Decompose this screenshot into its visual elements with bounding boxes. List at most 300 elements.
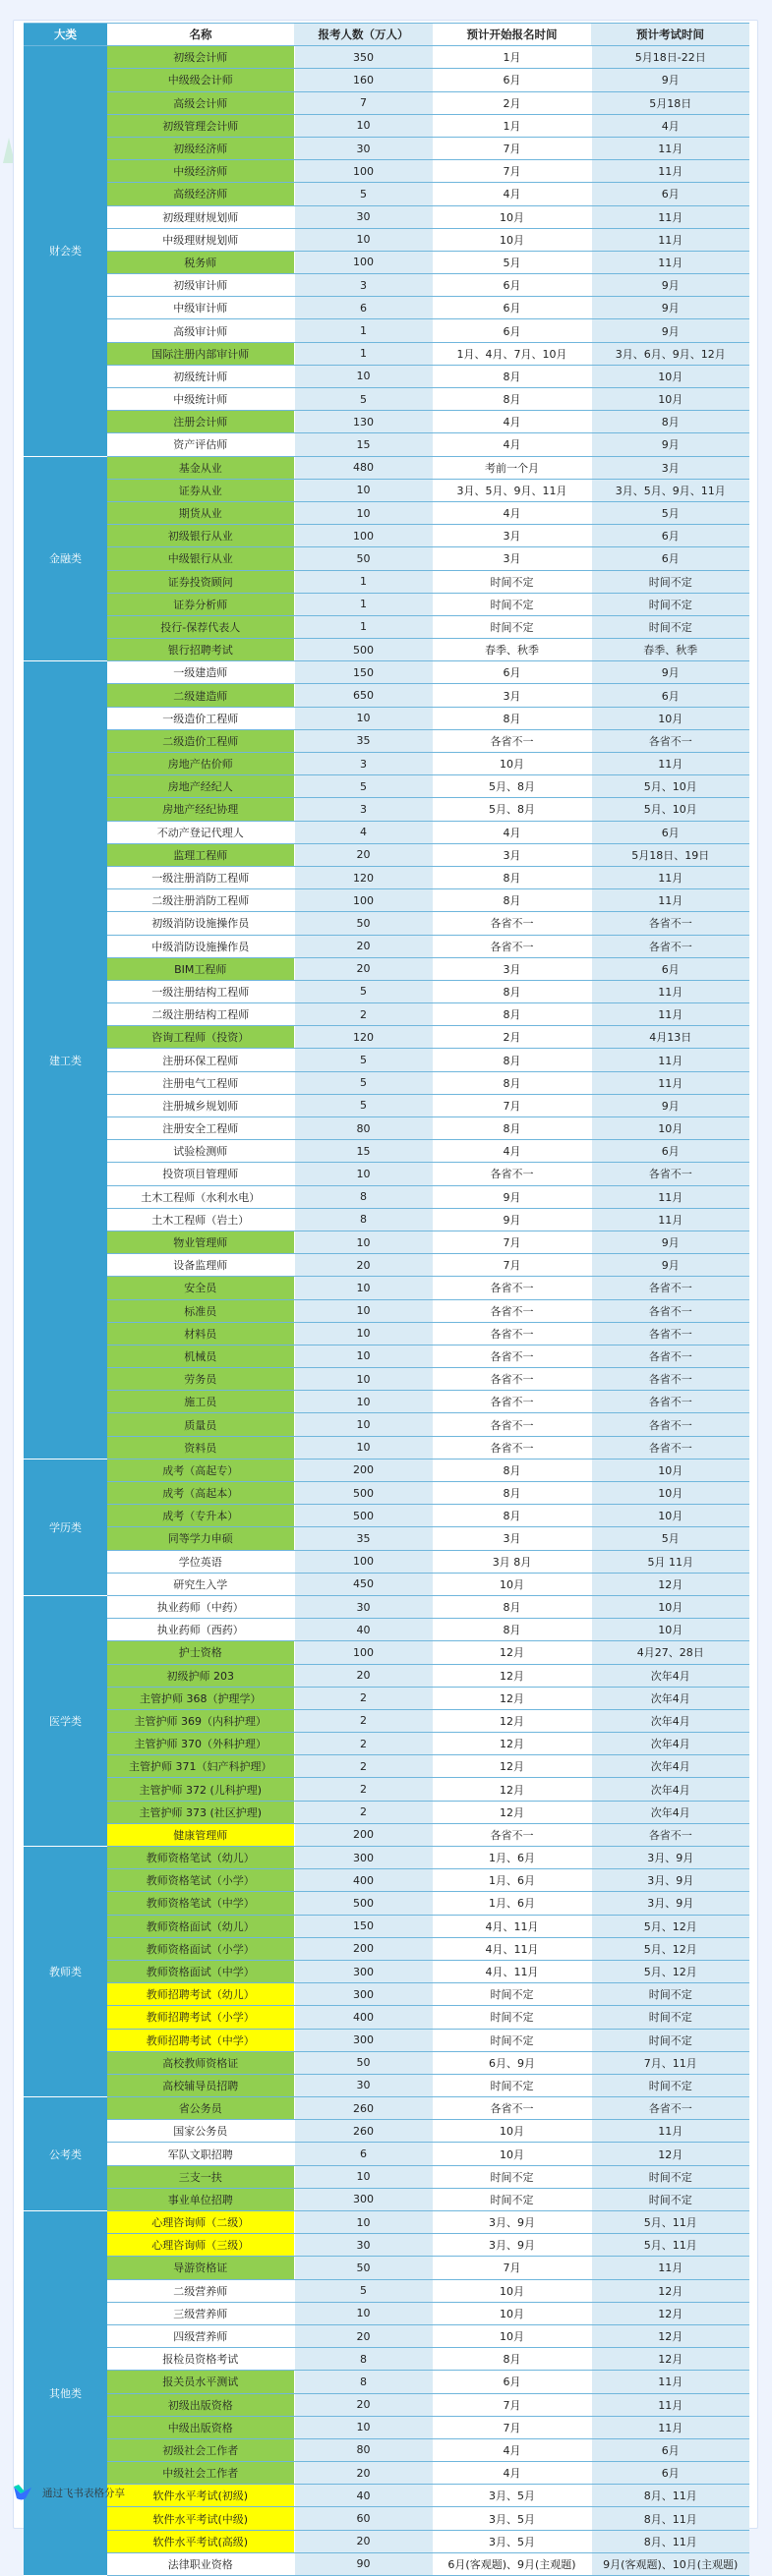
exam-time-cell: 10月 [591, 1505, 749, 1527]
name-cell: 高校教师资格证 [107, 2051, 294, 2074]
name-cell: 一级建造师 [107, 661, 294, 684]
count-cell: 20 [294, 1254, 433, 1277]
count-cell: 20 [294, 2462, 433, 2485]
table-row [24, 1664, 749, 1687]
name-cell: 军队文职招聘 [107, 2143, 294, 2165]
table-row [24, 1595, 749, 1618]
apply-time-cell: 时间不定 [433, 2188, 591, 2210]
count-cell: 10 [294, 1277, 433, 1299]
apply-time-cell: 6月 [433, 319, 591, 342]
apply-time-cell: 12月 [433, 1801, 591, 1823]
table-row [24, 205, 749, 228]
count-cell: 2 [294, 1687, 433, 1709]
count-cell: 400 [294, 2006, 433, 2029]
table-row [24, 2438, 749, 2461]
exam-time-cell: 4月 [591, 114, 749, 137]
name-cell: 土木工程师（水利水电） [107, 1185, 294, 1208]
name-cell: 初级经济师 [107, 137, 294, 159]
name-cell: 注册电气工程师 [107, 1071, 294, 1094]
table-row [24, 2234, 749, 2257]
name-cell: 护士资格 [107, 1641, 294, 1664]
apply-time-cell: 9月 [433, 1208, 591, 1231]
name-cell: 房地产经纪人 [107, 775, 294, 798]
exam-time-cell: 11月 [591, 1185, 749, 1208]
name-cell: BIM工程师 [107, 957, 294, 980]
name-cell: 教师资格笔试（中学） [107, 1892, 294, 1915]
table-row [24, 2416, 749, 2438]
apply-time-cell: 1月 [433, 46, 591, 69]
table-row [24, 570, 749, 593]
count-cell: 10 [294, 228, 433, 251]
count-cell: 30 [294, 1595, 433, 1618]
apply-time-cell: 时间不定 [433, 615, 591, 638]
count-cell: 200 [294, 1823, 433, 1846]
table-row [24, 297, 749, 319]
table-row [24, 114, 749, 137]
exam-time-cell: 时间不定 [591, 2188, 749, 2210]
exam-time-cell: 5月18日 [591, 91, 749, 114]
name-cell: 机械员 [107, 1345, 294, 1367]
name-cell: 教师资格面试（小学） [107, 1937, 294, 1960]
name-cell: 主管护师 373 (社区护理) [107, 1801, 294, 1823]
table-row [24, 1960, 749, 1982]
name-cell: 软件水平考试(高级) [107, 2530, 294, 2552]
count-cell: 30 [294, 2234, 433, 2257]
exam-time-cell: 5月、12月 [591, 1960, 749, 1982]
exam-time-cell: 6月 [591, 684, 749, 707]
name-cell: 银行招聘考试 [107, 639, 294, 661]
table-row [24, 2211, 749, 2234]
name-cell: 中级银行从业 [107, 547, 294, 570]
exam-time-cell: 12月 [591, 2302, 749, 2324]
exam-time-cell: 9月 [591, 1254, 749, 1277]
table-row [24, 1277, 749, 1299]
table-row [24, 2097, 749, 2120]
count-cell: 200 [294, 1937, 433, 1960]
name-cell: 税务师 [107, 251, 294, 273]
exam-schedule-table [24, 23, 749, 2576]
name-cell: 软件水平考试(初级) [107, 2485, 294, 2507]
name-cell: 心理咨询师（二级） [107, 2211, 294, 2234]
count-cell: 10 [294, 1322, 433, 1345]
name-cell: 国际注册内部审计师 [107, 342, 294, 365]
count-cell: 10 [294, 501, 433, 524]
exam-time-cell: 9月(客观题)、10月(主观题) [591, 2552, 749, 2575]
apply-time-cell: 4月 [433, 2462, 591, 2485]
apply-time-cell: 7月 [433, 1231, 591, 1253]
exam-time-cell: 11月 [591, 2416, 749, 2438]
name-cell: 报关员水平测试 [107, 2371, 294, 2393]
count-cell: 5 [294, 980, 433, 1002]
exam-time-cell: 10月 [591, 1619, 749, 1641]
apply-time-cell: 春季、秋季 [433, 639, 591, 661]
name-cell: 初级管理会计师 [107, 114, 294, 137]
count-cell: 120 [294, 1026, 433, 1049]
count-cell: 10 [294, 2211, 433, 2234]
name-cell: 成考（专升本） [107, 1505, 294, 1527]
table-row [24, 889, 749, 912]
apply-time-cell: 4月、11月 [433, 1960, 591, 1982]
exam-time-cell: 次年4月 [591, 1664, 749, 1687]
name-cell: 主管护师 372 (儿科护理) [107, 1778, 294, 1801]
exam-time-cell: 5月 [591, 501, 749, 524]
table-row [24, 1071, 749, 1094]
count-cell: 10 [294, 479, 433, 501]
name-cell: 高级审计师 [107, 319, 294, 342]
apply-time-cell: 10月 [433, 2302, 591, 2324]
table-row [24, 935, 749, 957]
exam-time-cell: 11月 [591, 2371, 749, 2393]
exam-time-cell: 11月 [591, 160, 749, 183]
name-cell: 教师资格笔试（小学） [107, 1869, 294, 1892]
table-row [24, 593, 749, 615]
category-cell: 教师类 [24, 1847, 107, 2097]
count-cell: 7 [294, 91, 433, 114]
table-row [24, 433, 749, 456]
apply-time-cell: 8月 [433, 707, 591, 729]
exam-time-cell: 11月 [591, 2120, 749, 2143]
table-row [24, 2485, 749, 2507]
apply-time-cell: 2月 [433, 91, 591, 114]
exam-time-cell: 6月 [591, 821, 749, 843]
table-row [24, 2051, 749, 2074]
table-row [24, 2165, 749, 2188]
name-cell: 国家公务员 [107, 2120, 294, 2143]
name-cell: 一级注册消防工程师 [107, 866, 294, 888]
name-cell: 研究生入学 [107, 1573, 294, 1595]
count-cell: 90 [294, 2552, 433, 2575]
count-cell: 10 [294, 2416, 433, 2438]
name-cell: 主管护师 368（护理学） [107, 1687, 294, 1709]
count-cell: 120 [294, 866, 433, 888]
table-row [24, 1299, 749, 1322]
table-card [13, 20, 758, 2571]
exam-time-cell: 6月 [591, 957, 749, 980]
count-cell: 300 [294, 1847, 433, 1869]
apply-time-cell: 各省不一 [433, 1413, 591, 1436]
table-row [24, 821, 749, 843]
exam-time-cell: 9月 [591, 433, 749, 456]
table-row [24, 46, 749, 69]
name-cell: 初级银行从业 [107, 525, 294, 547]
count-cell: 10 [294, 2165, 433, 2188]
exam-time-cell: 各省不一 [591, 912, 749, 935]
exam-time-cell: 次年4月 [591, 1733, 749, 1755]
count-cell: 2 [294, 1801, 433, 1823]
exam-time-cell: 次年4月 [591, 1778, 749, 1801]
name-cell: 中级级会计师 [107, 69, 294, 91]
apply-time-cell: 8月 [433, 1595, 591, 1618]
exam-time-cell: 5月18日、19日 [591, 843, 749, 866]
table-row [24, 228, 749, 251]
table-row [24, 2302, 749, 2324]
name-cell: 资料员 [107, 1436, 294, 1459]
table-row [24, 1755, 749, 1778]
count-cell: 5 [294, 775, 433, 798]
apply-time-cell: 10月 [433, 2324, 591, 2347]
table-row [24, 137, 749, 159]
exam-time-cell: 各省不一 [591, 2097, 749, 2120]
table-row [24, 1368, 749, 1391]
table-row [24, 1823, 749, 1846]
exam-time-cell: 11月 [591, 1071, 749, 1094]
exam-time-cell: 9月 [591, 661, 749, 684]
apply-time-cell: 各省不一 [433, 935, 591, 957]
exam-time-cell: 8月、11月 [591, 2530, 749, 2552]
apply-time-cell: 1月 [433, 114, 591, 137]
apply-time-cell: 8月 [433, 365, 591, 387]
apply-time-cell: 4月 [433, 501, 591, 524]
count-cell: 450 [294, 1573, 433, 1595]
count-cell: 50 [294, 912, 433, 935]
exam-time-cell: 10月 [591, 1459, 749, 1481]
count-cell: 8 [294, 1208, 433, 1231]
apply-time-cell: 6月(客观题)、9月(主观题) [433, 2552, 591, 2575]
table-row [24, 319, 749, 342]
exam-time-cell: 12月 [591, 2143, 749, 2165]
count-cell: 2 [294, 1709, 433, 1732]
count-cell: 480 [294, 456, 433, 479]
apply-time-cell: 各省不一 [433, 1322, 591, 1345]
name-cell: 中级消防设施操作员 [107, 935, 294, 957]
table-row [24, 1847, 749, 1869]
apply-time-cell: 各省不一 [433, 1823, 591, 1846]
exam-time-cell: 3月 [591, 456, 749, 479]
apply-time-cell: 各省不一 [433, 912, 591, 935]
table-row [24, 1208, 749, 1231]
count-cell: 8 [294, 2348, 433, 2371]
apply-time-cell: 3月 [433, 525, 591, 547]
table-row [24, 1915, 749, 1937]
apply-time-cell: 8月 [433, 1049, 591, 1071]
table-row [24, 798, 749, 821]
count-cell: 4 [294, 821, 433, 843]
count-cell: 20 [294, 1664, 433, 1687]
category-cell: 公考类 [24, 2097, 107, 2211]
count-cell: 3 [294, 753, 433, 775]
apply-time-cell: 8月 [433, 2348, 591, 2371]
exam-time-cell: 各省不一 [591, 1391, 749, 1413]
exam-time-cell: 11月 [591, 2257, 749, 2279]
table-row [24, 388, 749, 411]
table-row [24, 775, 749, 798]
count-cell: 60 [294, 2507, 433, 2530]
name-cell: 成考（高起本） [107, 1482, 294, 1505]
table-row [24, 160, 749, 183]
exam-time-cell: 5月、12月 [591, 1937, 749, 1960]
apply-time-cell: 4月 [433, 183, 591, 205]
header-apply-time: 预计开始报名时间 [433, 24, 591, 46]
exam-time-cell: 各省不一 [591, 1277, 749, 1299]
count-cell: 100 [294, 160, 433, 183]
table-row [24, 1527, 749, 1550]
count-cell: 10 [294, 707, 433, 729]
apply-time-cell: 1月、4月、7月、10月 [433, 342, 591, 365]
apply-time-cell: 各省不一 [433, 2097, 591, 2120]
count-cell: 100 [294, 889, 433, 912]
exam-time-cell: 12月 [591, 2324, 749, 2347]
exam-time-cell: 各省不一 [591, 1413, 749, 1436]
name-cell: 初级审计师 [107, 274, 294, 297]
apply-time-cell: 3月、5月、9月、11月 [433, 479, 591, 501]
apply-time-cell: 时间不定 [433, 2006, 591, 2029]
exam-time-cell: 春季、秋季 [591, 639, 749, 661]
feishu-logo-icon [13, 2484, 32, 2501]
apply-time-cell: 各省不一 [433, 1277, 591, 1299]
count-cell: 10 [294, 1368, 433, 1391]
table-row [24, 274, 749, 297]
apply-time-cell: 12月 [433, 1709, 591, 1732]
name-cell: 软件水平考试(中级) [107, 2507, 294, 2530]
name-cell: 证券从业 [107, 479, 294, 501]
name-cell: 二级注册结构工程师 [107, 1003, 294, 1026]
category-cell: 财会类 [24, 46, 107, 456]
table-row [24, 639, 749, 661]
name-cell: 一级造价工程师 [107, 707, 294, 729]
exam-time-cell: 时间不定 [591, 593, 749, 615]
apply-time-cell: 6月、9月 [433, 2051, 591, 2074]
apply-time-cell: 5月、8月 [433, 775, 591, 798]
apply-time-cell: 3月、5月 [433, 2507, 591, 2530]
name-cell: 二级造价工程师 [107, 729, 294, 752]
table-row [24, 1254, 749, 1277]
count-cell: 20 [294, 957, 433, 980]
table-row [24, 1801, 749, 1823]
count-cell: 30 [294, 205, 433, 228]
table-row [24, 1391, 749, 1413]
apply-time-cell: 7月 [433, 1254, 591, 1277]
table-row [24, 1049, 749, 1071]
apply-time-cell: 6月 [433, 2371, 591, 2393]
count-cell: 3 [294, 274, 433, 297]
exam-time-cell: 12月 [591, 2348, 749, 2371]
apply-time-cell: 时间不定 [433, 1983, 591, 2006]
name-cell: 学位英语 [107, 1550, 294, 1573]
count-cell: 10 [294, 365, 433, 387]
exam-time-cell: 8月、11月 [591, 2485, 749, 2507]
name-cell: 房地产经纪协理 [107, 798, 294, 821]
count-cell: 100 [294, 251, 433, 273]
table-row [24, 2552, 749, 2575]
exam-time-cell: 3月、6月、9月、12月 [591, 342, 749, 365]
count-cell: 10 [294, 114, 433, 137]
exam-time-cell: 各省不一 [591, 1163, 749, 1185]
name-cell: 不动产登记代理人 [107, 821, 294, 843]
apply-time-cell: 时间不定 [433, 2029, 591, 2051]
apply-time-cell: 1月、6月 [433, 1892, 591, 1915]
apply-time-cell: 7月 [433, 160, 591, 183]
count-cell: 2 [294, 1755, 433, 1778]
count-cell: 20 [294, 2393, 433, 2416]
table-row [24, 1482, 749, 1505]
apply-time-cell: 7月 [433, 1094, 591, 1116]
table-row [24, 843, 749, 866]
name-cell: 中级理财规划师 [107, 228, 294, 251]
name-cell: 试验检测师 [107, 1140, 294, 1163]
table-row [24, 1345, 749, 1367]
table-row [24, 251, 749, 273]
count-cell: 6 [294, 2143, 433, 2165]
count-cell: 10 [294, 1163, 433, 1185]
name-cell: 健康管理师 [107, 1823, 294, 1846]
apply-time-cell: 7月 [433, 2416, 591, 2438]
exam-time-cell: 11月 [591, 228, 749, 251]
category-cell: 建工类 [24, 661, 107, 1460]
count-cell: 500 [294, 1892, 433, 1915]
exam-time-cell: 5月、12月 [591, 1915, 749, 1937]
table-row [24, 365, 749, 387]
count-cell: 80 [294, 2438, 433, 2461]
apply-time-cell: 3月 [433, 957, 591, 980]
apply-time-cell: 3月 [433, 684, 591, 707]
exam-time-cell: 11月 [591, 1003, 749, 1026]
apply-time-cell: 各省不一 [433, 729, 591, 752]
count-cell: 100 [294, 1550, 433, 1573]
apply-time-cell: 10月 [433, 228, 591, 251]
table-row [24, 479, 749, 501]
table-row [24, 2029, 749, 2051]
table-row [24, 1641, 749, 1664]
count-cell: 100 [294, 1641, 433, 1664]
apply-time-cell: 8月 [433, 1619, 591, 1641]
apply-time-cell: 4月 [433, 821, 591, 843]
name-cell: 事业单位招聘 [107, 2188, 294, 2210]
exam-time-cell: 时间不定 [591, 2165, 749, 2188]
name-cell: 三级营养师 [107, 2302, 294, 2324]
exam-time-cell: 9月 [591, 1094, 749, 1116]
exam-time-cell: 6月 [591, 1140, 749, 1163]
apply-time-cell: 1月、6月 [433, 1847, 591, 1869]
count-cell: 160 [294, 69, 433, 91]
name-cell: 初级社会工作者 [107, 2438, 294, 2461]
exam-time-cell: 8月 [591, 411, 749, 433]
exam-time-cell: 9月 [591, 297, 749, 319]
name-cell: 高级会计师 [107, 91, 294, 114]
exam-time-cell: 各省不一 [591, 1436, 749, 1459]
exam-time-cell: 8月、11月 [591, 2507, 749, 2530]
exam-time-cell: 4月13日 [591, 1026, 749, 1049]
table-row [24, 2324, 749, 2347]
count-cell: 10 [294, 1391, 433, 1413]
table-row [24, 1573, 749, 1595]
share-text: 通过飞书表格分享 [42, 2487, 125, 2499]
footer[interactable] [13, 2484, 125, 2501]
exam-time-cell: 10月 [591, 707, 749, 729]
apply-time-cell: 6月 [433, 297, 591, 319]
count-cell: 300 [294, 2029, 433, 2051]
name-cell: 成考（高起专） [107, 1459, 294, 1481]
apply-time-cell: 时间不定 [433, 593, 591, 615]
count-cell: 500 [294, 1505, 433, 1527]
apply-time-cell: 12月 [433, 1733, 591, 1755]
apply-time-cell: 8月 [433, 1482, 591, 1505]
count-cell: 1 [294, 593, 433, 615]
exam-time-cell: 11月 [591, 980, 749, 1002]
apply-time-cell: 8月 [433, 1459, 591, 1481]
name-cell: 安全员 [107, 1277, 294, 1299]
exam-time-cell: 5月 [591, 1527, 749, 1550]
count-cell: 300 [294, 1983, 433, 2006]
name-cell: 证券投资顾问 [107, 570, 294, 593]
table-row [24, 2393, 749, 2416]
apply-time-cell: 8月 [433, 1117, 591, 1140]
name-cell: 二级注册消防工程师 [107, 889, 294, 912]
exam-time-cell: 9月 [591, 319, 749, 342]
exam-time-cell: 各省不一 [591, 1299, 749, 1322]
table-row [24, 957, 749, 980]
header-row [24, 24, 749, 46]
table-body [24, 46, 749, 2576]
